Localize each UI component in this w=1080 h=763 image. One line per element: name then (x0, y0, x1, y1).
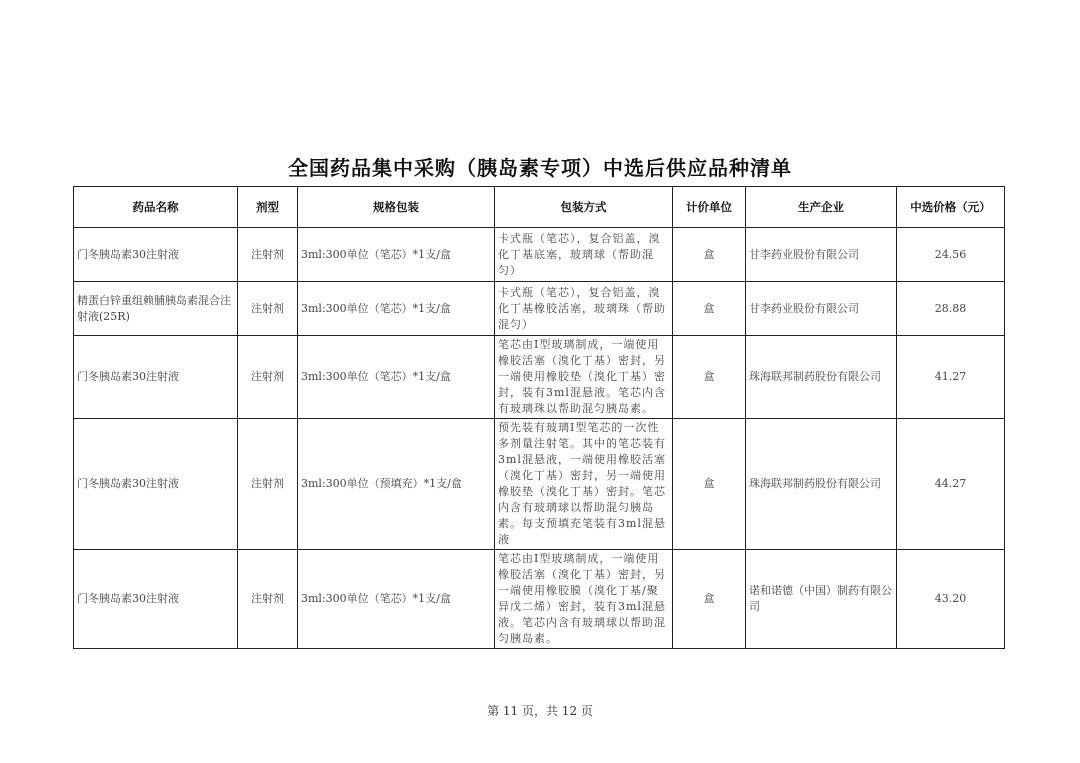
drug-name-cell: 精蛋白锌重组赖脯胰岛素混合注射液(25R) (74, 282, 238, 336)
header-price: 中选价格（元） (897, 187, 1005, 228)
specification-cell: 3ml:300单位（笔芯）*1支/盒 (298, 336, 495, 419)
manufacturer-cell: 珠海联邦制药股份有限公司 (746, 419, 897, 550)
packaging-cell: 卡式瓶（笔芯），复合铝盖，溴化丁基橡胶活塞，玻璃珠（帮助混匀） (495, 282, 673, 336)
drug-name-cell: 门冬胰岛素30注射液 (74, 550, 238, 649)
manufacturer-cell: 诺和诺德（中国）制药有限公司 (746, 550, 897, 649)
header-drug-name: 药品名称 (74, 187, 238, 228)
page-number: 第 11 页，共 12 页 (487, 704, 593, 718)
drug-supply-table (73, 186, 1005, 649)
drug-name-cell: 门冬胰岛素30注射液 (74, 228, 238, 282)
packaging-cell: 笔芯由Ⅰ型玻璃制成，一端使用橡胶活塞（溴化丁基）密封，另一端使用橡胶垫（溴化丁基）密封，装有3ml混悬液。笔芯内含有玻璃珠以帮助混匀胰岛素。 (495, 336, 673, 419)
price-cell: 28.88 (897, 282, 1005, 336)
header-packaging: 包装方式 (495, 187, 673, 228)
packaging-cell: 笔芯由Ⅰ型玻璃制成，一端使用橡胶活塞（溴化丁基）密封，另一端使用橡胶膜（溴化丁基/聚异戊二烯）密封，装有3ml混悬液。笔芯内含有玻璃球以帮助混匀胰岛素。 (495, 550, 673, 649)
dosage-form-cell: 注射剂 (238, 550, 298, 649)
price-cell: 44.27 (897, 419, 1005, 550)
price-cell: 43.20 (897, 550, 1005, 649)
document-title: 全国药品集中采购（胰岛素专项）中选后供应品种清单 (288, 156, 792, 180)
packaging-cell: 卡式瓶（笔芯），复合铝盖，溴化丁基底塞，玻璃球（帮助混匀） (495, 228, 673, 282)
dosage-form-cell: 注射剂 (238, 282, 298, 336)
unit-cell: 盒 (673, 419, 746, 550)
dosage-form-cell: 注射剂 (238, 336, 298, 419)
dosage-form-cell: 注射剂 (238, 228, 298, 282)
header-manufacturer: 生产企业 (746, 187, 897, 228)
manufacturer-cell: 甘李药业股份有限公司 (746, 282, 897, 336)
drug-name-cell: 门冬胰岛素30注射液 (74, 336, 238, 419)
table-row (74, 336, 1005, 419)
table-row (74, 550, 1005, 649)
table-row (74, 282, 1005, 336)
specification-cell: 3ml:300单位（笔芯）*1支/盒 (298, 282, 495, 336)
specification-cell: 3ml:300单位（预填充）*1支/盒 (298, 419, 495, 550)
specification-cell: 3ml:300单位（笔芯）*1支/盒 (298, 228, 495, 282)
packaging-cell: 预先装有玻璃Ⅰ型笔芯的一次性多剂量注射笔。其中的笔芯装有3ml混悬液，一端使用橡胶活塞（溴化丁基）密封，另一端使用橡胶垫（溴化丁基）密封。笔芯内含有玻璃球以帮助混匀胰岛素。每支预填充笔装有3ml混悬液 (495, 419, 673, 550)
header-dosage-form: 剂型 (238, 187, 298, 228)
table-header-row (74, 187, 1005, 228)
manufacturer-cell: 珠海联邦制药股份有限公司 (746, 336, 897, 419)
table-row (74, 419, 1005, 550)
dosage-form-cell: 注射剂 (238, 419, 298, 550)
drug-name-cell: 门冬胰岛素30注射液 (74, 419, 238, 550)
header-specification: 规格包装 (298, 187, 495, 228)
table-row (74, 228, 1005, 282)
header-unit: 计价单位 (673, 187, 746, 228)
price-cell: 41.27 (897, 336, 1005, 419)
unit-cell: 盒 (673, 228, 746, 282)
price-cell: 24.56 (897, 228, 1005, 282)
unit-cell: 盒 (673, 336, 746, 419)
unit-cell: 盒 (673, 550, 746, 649)
manufacturer-cell: 甘李药业股份有限公司 (746, 228, 897, 282)
specification-cell: 3ml:300单位（笔芯）*1支/盒 (298, 550, 495, 649)
unit-cell: 盒 (673, 282, 746, 336)
